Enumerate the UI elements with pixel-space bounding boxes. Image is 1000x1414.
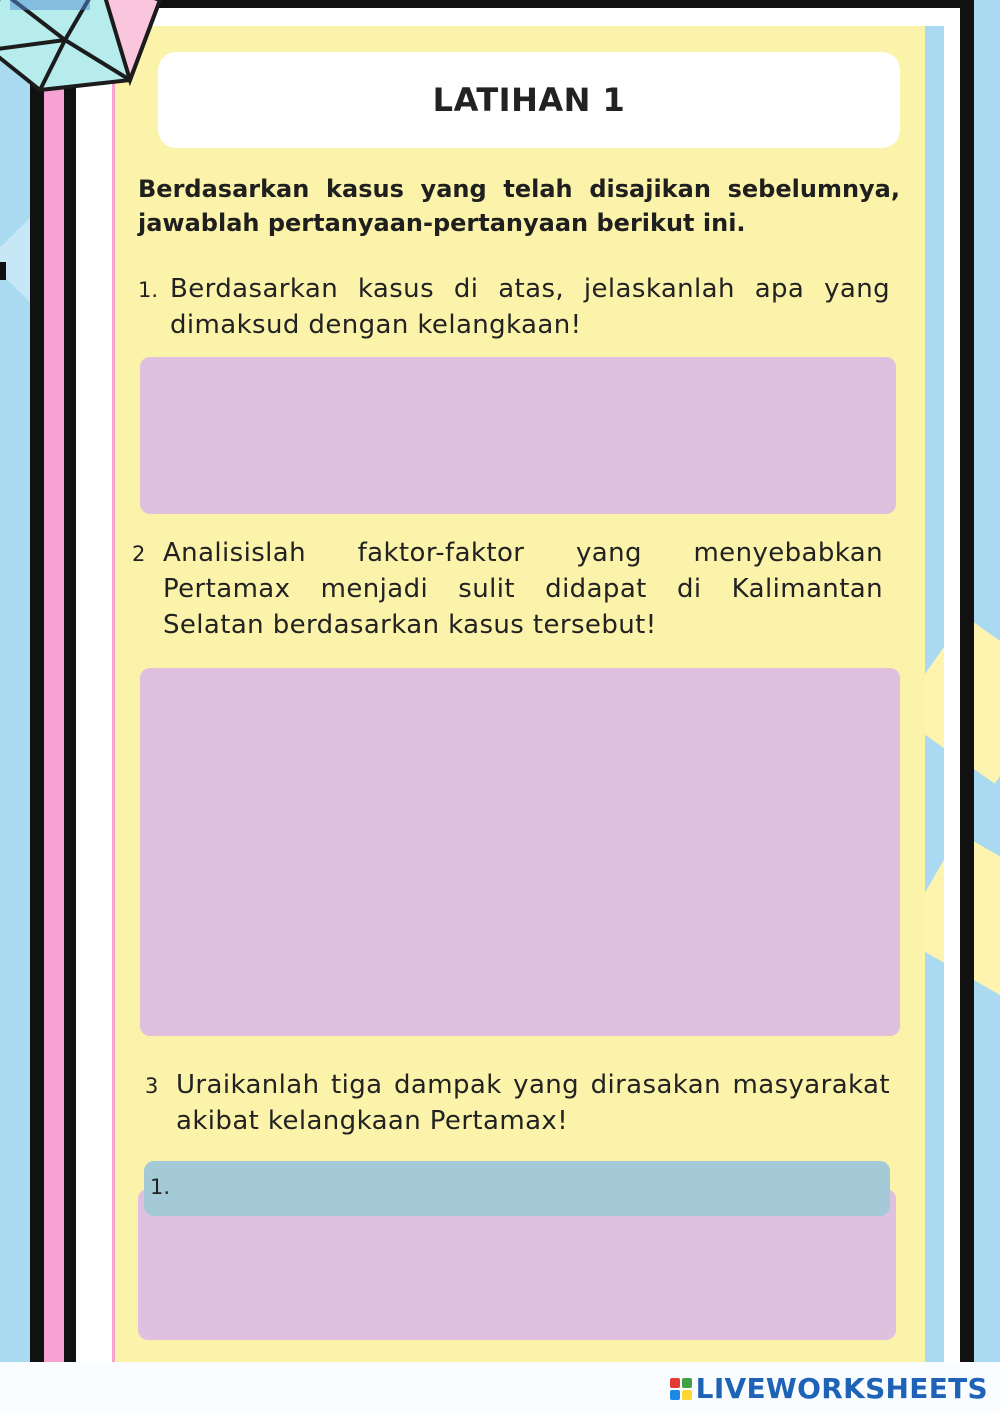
instructions: Berdasarkan kasus yang telah disajikan sebelumnya, jawablah pertanyaan-pertanyaan berikut ini. bbox=[138, 175, 900, 237]
answer-field-3-item-1[interactable] bbox=[144, 1161, 890, 1216]
decorative-mark bbox=[0, 262, 6, 280]
brand-logo[interactable] bbox=[670, 1372, 988, 1405]
frame-stripe bbox=[64, 0, 76, 1362]
question-number: 1. bbox=[138, 278, 159, 302]
frame-stripe bbox=[44, 0, 64, 1362]
page-title: LATIHAN 1 bbox=[432, 81, 626, 119]
liveworksheets-logo-icon bbox=[670, 1378, 692, 1400]
frame-stripe bbox=[944, 0, 960, 1362]
question-text: Analisislah faktor-faktor yang menyebabkan Pertamax menjadi sulit didapat di Kalimantan Selatan berdasarkan kasus tersebut! bbox=[163, 538, 883, 640]
frame-stripe bbox=[30, 0, 44, 1362]
gem-decoration-icon bbox=[0, 0, 170, 120]
frame-top bbox=[150, 0, 974, 8]
answer-field-2[interactable] bbox=[140, 668, 900, 1036]
frame-stripe bbox=[960, 0, 974, 1362]
question-number: 2 bbox=[132, 542, 146, 566]
question-text: Berdasarkan kasus di atas, jelaskanlah apa yang dimaksud dengan kelangkaan! bbox=[170, 274, 890, 340]
question-text: Uraikanlah tiga dampak yang dirasakan masyarakat akibat kelangkaan Pertamax! bbox=[176, 1070, 890, 1136]
question-number: 3 bbox=[145, 1074, 159, 1098]
frame-stripe bbox=[86, 0, 112, 1362]
frame-stripe bbox=[76, 0, 86, 1362]
brand-name: LIVEWORKSHEETS bbox=[695, 1372, 988, 1405]
footer-bar bbox=[0, 1362, 1000, 1414]
answer-field-1[interactable] bbox=[140, 357, 896, 514]
answer-item-label: 1. bbox=[150, 1175, 171, 1199]
title-card bbox=[158, 52, 900, 148]
